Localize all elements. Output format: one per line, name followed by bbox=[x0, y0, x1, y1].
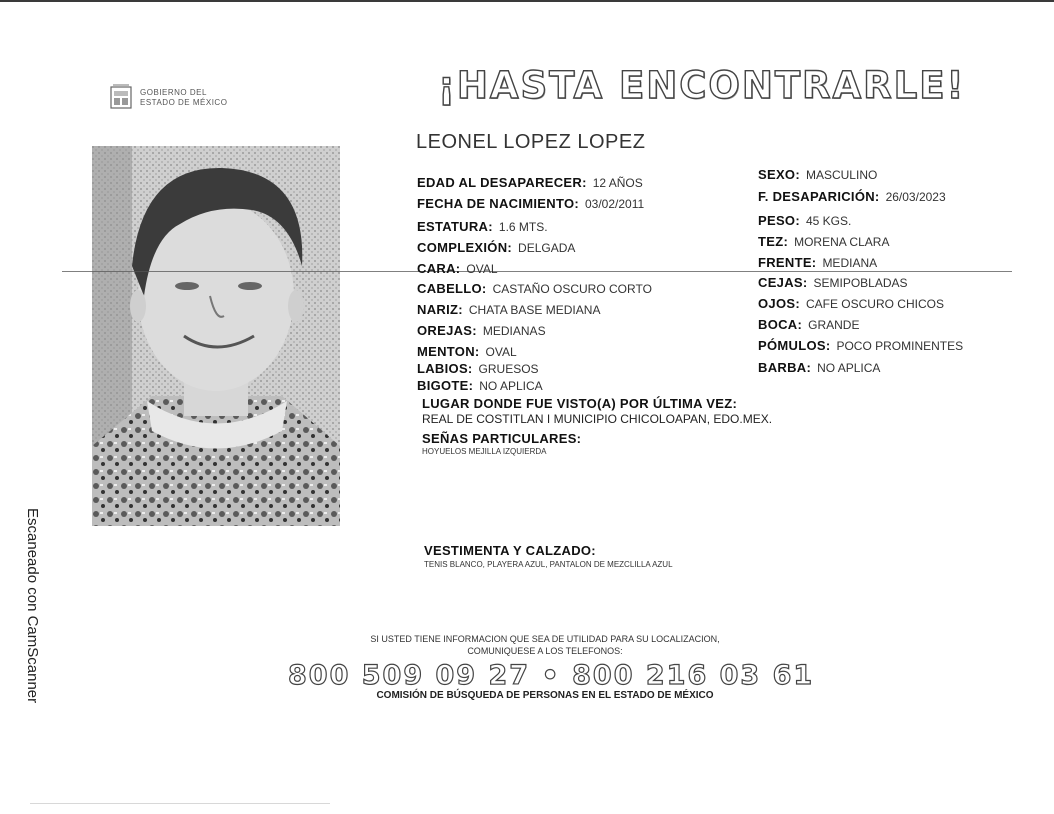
field-value: CAFE OSCURO CHICOS bbox=[805, 297, 944, 311]
field-label: NARIZ: bbox=[417, 302, 463, 317]
field-label: MENTON: bbox=[417, 344, 480, 359]
field-label: CEJAS: bbox=[758, 275, 808, 290]
field-value: NO APLICA bbox=[817, 361, 881, 375]
field-nacimiento bbox=[417, 197, 644, 211]
field-ojos bbox=[758, 297, 944, 311]
field-labios bbox=[417, 362, 539, 376]
field-label: PÓMULOS: bbox=[758, 338, 831, 353]
field-estatura bbox=[417, 220, 548, 234]
field-value: CHATA BASE MEDIANA bbox=[468, 303, 601, 317]
field-label: EDAD AL DESAPARECER: bbox=[417, 175, 587, 190]
field-pomulos bbox=[758, 339, 963, 353]
field-frente bbox=[758, 256, 877, 270]
field-label: CABELLO: bbox=[417, 281, 487, 296]
field-label: BIGOTE: bbox=[417, 378, 474, 393]
field-value: POCO PROMINENTES bbox=[836, 339, 964, 353]
field-label: OREJAS: bbox=[417, 323, 477, 338]
state-logo bbox=[110, 84, 260, 114]
scanner-watermark: Escaneado con CamScanner bbox=[24, 508, 41, 704]
field-label: F. DESAPARICIÓN: bbox=[758, 189, 880, 204]
field-label: SEXO: bbox=[758, 167, 800, 182]
phone-numbers: 800 509 09 27 • 800 216 03 61 bbox=[288, 660, 815, 691]
field-label: PESO: bbox=[758, 213, 800, 228]
logo-line-1: GOBIERNO DEL bbox=[140, 88, 207, 97]
field-value: 1.6 MTS. bbox=[498, 220, 548, 234]
last-seen-value: REAL DE COSTITLAN I MUNICIPIO CHICOLOAPAN, EDO.MEX. bbox=[422, 412, 773, 426]
person-name: LEONEL LOPEZ LOPEZ bbox=[416, 131, 646, 153]
field-label: TEZ: bbox=[758, 234, 789, 249]
field-value: 26/03/2023 bbox=[885, 190, 946, 204]
field-value: 12 AÑOS bbox=[592, 176, 643, 190]
field-barba bbox=[758, 361, 880, 375]
clothing-label: VESTIMENTA Y CALZADO: bbox=[424, 543, 596, 558]
field-label: FECHA DE NACIMIENTO: bbox=[417, 196, 579, 211]
bottom-rule bbox=[30, 803, 330, 804]
field-value: MEDIANA bbox=[822, 256, 878, 270]
field-desaparicion bbox=[758, 190, 946, 204]
field-boca bbox=[758, 318, 859, 332]
commission-name: COMISIÓN DE BÚSQUEDA DE PERSONAS EN EL ESTADO DE MÉXICO bbox=[376, 690, 714, 701]
contact-line-2: COMUNIQUESE A LOS TELEFONOS: bbox=[467, 646, 623, 656]
field-value: DELGADA bbox=[518, 241, 576, 255]
field-value: OVAL bbox=[466, 262, 498, 276]
field-cara bbox=[417, 262, 498, 276]
field-value: MORENA CLARA bbox=[794, 235, 890, 249]
field-value: MEDIANAS bbox=[482, 324, 546, 338]
field-bigote bbox=[417, 379, 543, 393]
field-label: BOCA: bbox=[758, 317, 803, 332]
marks-value: HOYUELOS MEJILLA IZQUIERDA bbox=[422, 447, 547, 456]
field-label: CARA: bbox=[417, 261, 461, 276]
clothing-value: TENIS BLANCO, PLAYERA AZUL, PANTALON DE MEZCLILLA AZUL bbox=[424, 560, 673, 569]
field-value: 03/02/2011 bbox=[585, 197, 645, 211]
field-label: FRENTE: bbox=[758, 255, 817, 270]
state-emblem-icon bbox=[110, 84, 132, 110]
field-value: MASCULINO bbox=[805, 168, 878, 182]
field-value: NO APLICA bbox=[479, 379, 543, 393]
field-value: CASTAÑO OSCURO CORTO bbox=[492, 282, 652, 296]
field-sexo bbox=[758, 168, 877, 182]
field-label: COMPLEXIÓN: bbox=[417, 240, 513, 255]
last-seen-label: LUGAR DONDE FUE VISTO(A) POR ÚLTIMA VEZ: bbox=[422, 396, 738, 411]
field-complexion bbox=[417, 241, 575, 255]
field-tez bbox=[758, 235, 889, 249]
field-value: OVAL bbox=[485, 345, 517, 359]
contact-line-1: SI USTED TIENE INFORMACION QUE SEA DE UTILIDAD PARA SU LOCALIZACION, bbox=[370, 634, 720, 644]
field-value: GRANDE bbox=[808, 318, 860, 332]
field-cejas bbox=[758, 276, 908, 290]
field-value: SEMIPOBLADAS bbox=[813, 276, 908, 290]
field-label: ESTATURA: bbox=[417, 219, 493, 234]
field-menton bbox=[417, 345, 517, 359]
field-label: BARBA: bbox=[758, 360, 812, 375]
field-cabello bbox=[417, 282, 652, 296]
field-label: OJOS: bbox=[758, 296, 800, 311]
field-label: LABIOS: bbox=[417, 361, 473, 376]
field-nariz bbox=[417, 303, 600, 317]
field-orejas bbox=[417, 324, 546, 338]
logo-line-2: ESTADO DE MÉXICO bbox=[140, 98, 228, 107]
field-value: GRUESOS bbox=[478, 362, 539, 376]
field-peso bbox=[758, 214, 851, 228]
top-border bbox=[0, 0, 1054, 2]
person-photo bbox=[92, 146, 340, 526]
scan-artifact-line bbox=[62, 271, 1012, 272]
field-value: 45 KGS. bbox=[805, 214, 852, 228]
field-edad bbox=[417, 176, 643, 190]
headline: ¡HASTA ENCONTRARLE! bbox=[438, 64, 966, 107]
marks-label: SEÑAS PARTICULARES: bbox=[422, 431, 582, 446]
